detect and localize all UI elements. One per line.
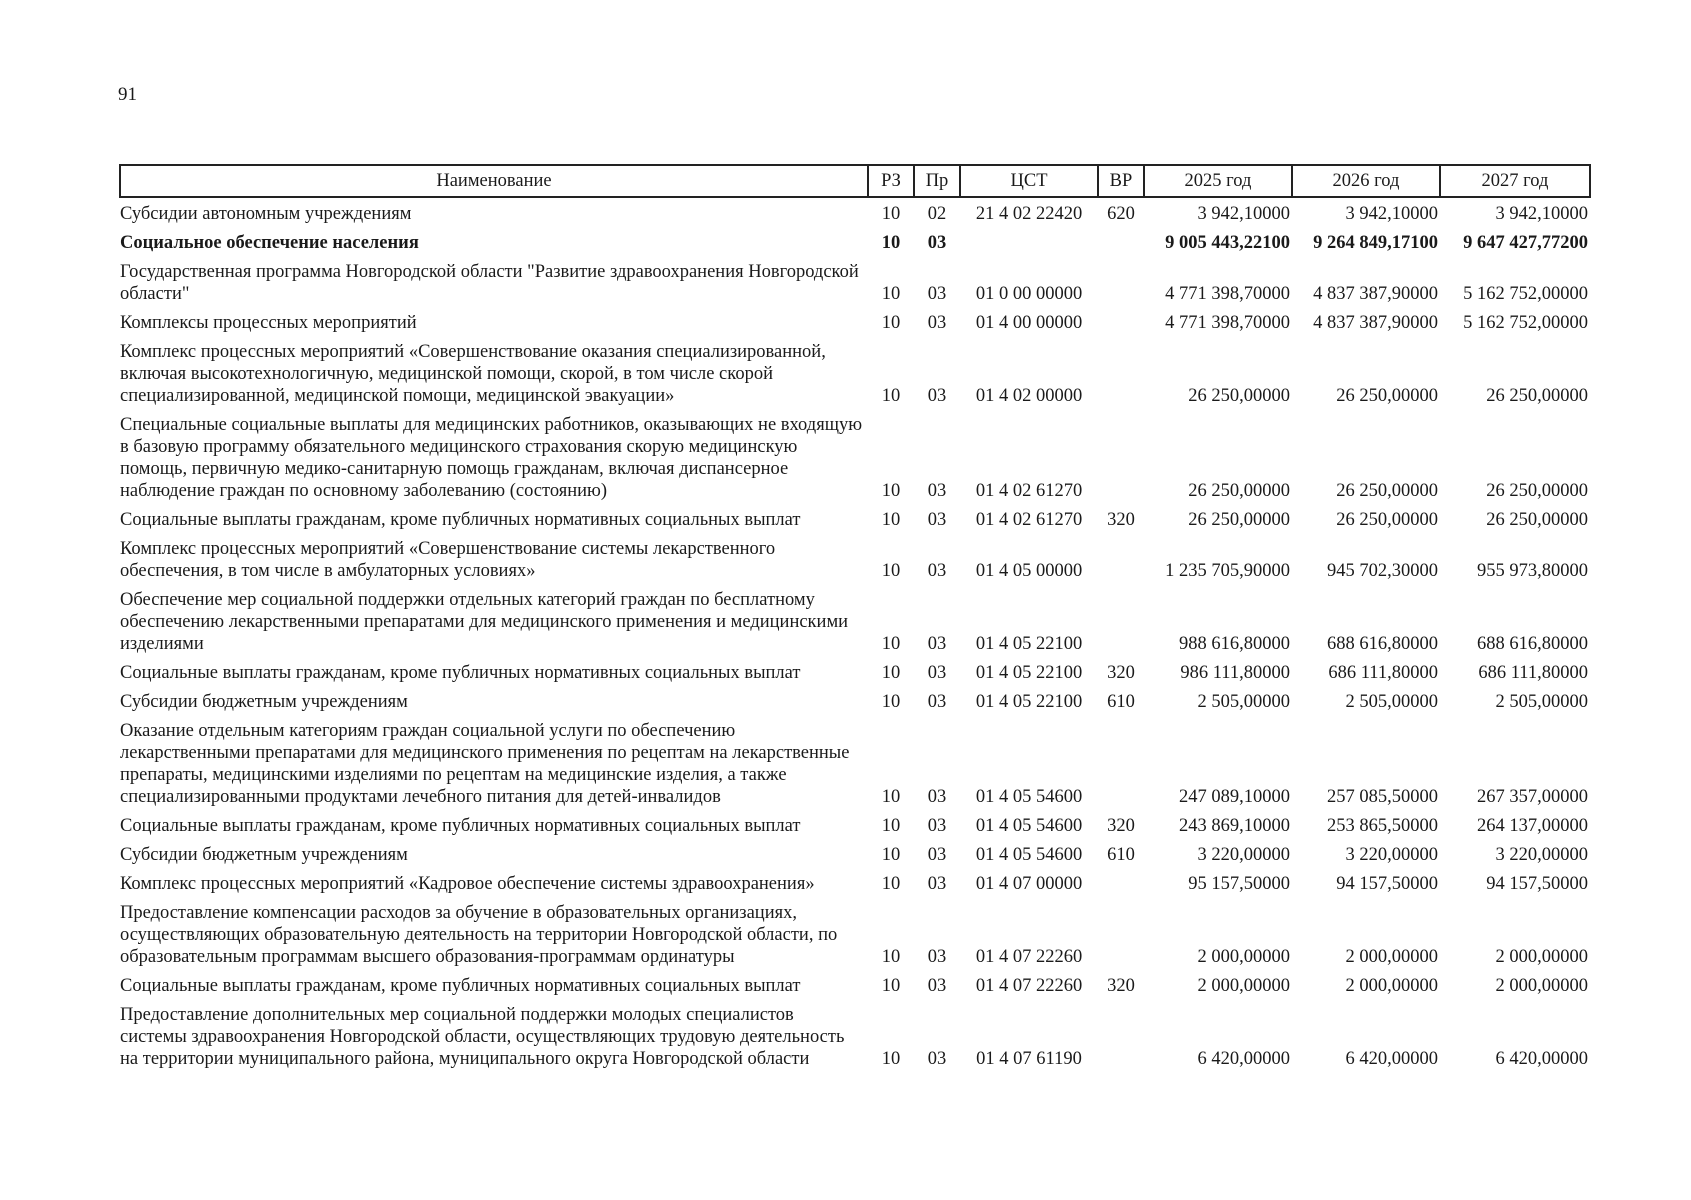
row-vr [1098, 535, 1144, 586]
row-name: Комплекс процессных мероприятий «Кадровое обеспечение системы здравоохранения» [120, 874, 815, 894]
row-value-2027: 3 942,10000 [1495, 204, 1588, 224]
row-name: Комплексы процессных мероприятий [120, 313, 417, 333]
header-name: Наименование [120, 165, 868, 197]
row-rz: 10 [881, 692, 901, 712]
row-rz: 10 [881, 787, 901, 807]
row-cst: 01 4 07 00000 [975, 874, 1083, 894]
row-cst: 01 4 02 00000 [975, 386, 1083, 406]
row-vr [1098, 338, 1144, 411]
header-2027: 2027 год [1440, 165, 1590, 197]
row-name: Оказание отдельным категориям граждан социальной услуги по обеспечению лекарственными препаратами для медицинского применения по рецептам на лекарственные препараты, медицинскими изделиями по рецептам на медицинские изделия, а также специализированными продуктами лечебного питания для детей-инвалидов [120, 721, 850, 807]
row-pr: 03 [927, 634, 947, 654]
header-2025: 2025 год [1144, 165, 1292, 197]
row-rz: 10 [881, 845, 901, 865]
row-value-2025: 247 089,10000 [1179, 787, 1290, 807]
table-row [120, 812, 1590, 841]
table-row [120, 309, 1590, 338]
row-value-2027: 686 111,80000 [1478, 663, 1588, 683]
budget-table [119, 164, 1591, 1074]
row-value-2025: 2 000,00000 [1197, 947, 1290, 967]
row-value-2026: 688 616,80000 [1327, 634, 1438, 654]
row-value-2027: 6 420,00000 [1495, 1049, 1588, 1069]
row-value-2026: 4 837 387,90000 [1313, 313, 1438, 333]
row-name: Социальные выплаты гражданам, кроме публичных нормативных социальных выплат [120, 976, 801, 996]
row-cst: 01 4 07 22260 [975, 947, 1083, 967]
row-vr [1098, 1001, 1144, 1074]
row-vr [1098, 870, 1144, 899]
row-vr [1098, 258, 1144, 309]
row-pr: 03 [927, 947, 947, 967]
row-value-2026: 257 085,50000 [1327, 787, 1438, 807]
row-vr [1098, 717, 1144, 812]
header-vr: ВР [1098, 165, 1144, 197]
row-value-2026: 2 000,00000 [1345, 976, 1438, 996]
row-name: Субсидии автономным учреждениям [120, 204, 412, 224]
row-value-2027: 94 157,50000 [1486, 874, 1588, 894]
row-pr: 03 [927, 284, 947, 304]
row-cst: 21 4 02 22420 [975, 204, 1083, 224]
header-2026: 2026 год [1292, 165, 1440, 197]
header-cst: ЦСТ [960, 165, 1098, 197]
row-pr: 03 [927, 561, 947, 581]
row-vr: 610 [1107, 692, 1135, 712]
row-value-2025: 3 942,10000 [1197, 204, 1290, 224]
table-row [120, 1001, 1590, 1074]
row-name: Комплекс процессных мероприятий «Совершенствование оказания специализированной, включая высокотехнологичную, медицинской помощи, скорой, в том числе скорой специализированной, медицинской помощи, медицинской эвакуации» [120, 342, 826, 406]
row-rz: 10 [881, 284, 901, 304]
row-name: Предоставление дополнительных мер социальной поддержки молодых специалистов системы здравоохранения Новгородской области, осуществляющих трудовую деятельность на территории муниципального района, муниципального округа Новгородской области [120, 1005, 845, 1069]
row-rz: 10 [881, 634, 901, 654]
row-rz: 10 [881, 947, 901, 967]
row-rz: 10 [881, 561, 901, 581]
row-name: Социальные выплаты гражданам, кроме публичных нормативных социальных выплат [120, 663, 801, 683]
row-value-2026: 26 250,00000 [1336, 386, 1438, 406]
row-pr: 02 [927, 204, 947, 224]
row-rz: 10 [881, 386, 901, 406]
row-value-2025: 26 250,00000 [1188, 386, 1290, 406]
page-number: 91 [118, 84, 137, 105]
row-pr: 03 [927, 787, 947, 807]
table-row [120, 197, 1590, 229]
row-cst [960, 229, 1098, 258]
row-value-2027: 26 250,00000 [1486, 386, 1588, 406]
row-name: Предоставление компенсации расходов за обучение в образовательных организациях, осуществляющих образовательную деятельность на территории Новгородской области, по образовательным программам высшего образования-программам ординатуры [120, 903, 838, 967]
row-vr: 610 [1107, 845, 1135, 865]
row-value-2025: 988 616,80000 [1179, 634, 1290, 654]
table-row [120, 506, 1590, 535]
row-pr: 03 [927, 510, 947, 530]
row-pr: 03 [927, 663, 947, 683]
row-vr [1098, 411, 1144, 506]
row-cst: 01 4 05 54600 [975, 787, 1083, 807]
row-pr: 03 [927, 386, 947, 406]
row-rz: 10 [881, 976, 901, 996]
row-vr: 320 [1107, 510, 1135, 530]
row-value-2026: 253 865,50000 [1327, 816, 1438, 836]
row-pr: 03 [927, 313, 947, 333]
table-row [120, 535, 1590, 586]
row-vr: 320 [1107, 816, 1135, 836]
row-value-2026: 26 250,00000 [1336, 481, 1438, 501]
row-cst: 01 4 00 00000 [975, 313, 1083, 333]
row-value-2026: 26 250,00000 [1336, 510, 1438, 530]
row-value-2025: 4 771 398,70000 [1165, 284, 1290, 304]
row-value-2027: 955 973,80000 [1477, 561, 1588, 581]
table-row [120, 229, 1590, 258]
row-pr: 03 [927, 874, 947, 894]
row-cst: 01 4 05 54600 [975, 845, 1083, 865]
table-row [120, 258, 1590, 309]
row-rz: 10 [881, 816, 901, 836]
row-value-2025: 1 235 705,90000 [1165, 561, 1290, 581]
row-pr: 03 [927, 816, 947, 836]
row-value-2025: 3 220,00000 [1197, 845, 1290, 865]
row-cst: 01 4 02 61270 [975, 481, 1083, 501]
row-value-2026: 4 837 387,90000 [1313, 284, 1438, 304]
row-value-2026: 2 000,00000 [1345, 947, 1438, 967]
row-value-2027: 5 162 752,00000 [1463, 284, 1588, 304]
table-row [120, 411, 1590, 506]
row-value-2025: 6 420,00000 [1197, 1049, 1290, 1069]
row-rz: 10 [881, 1049, 901, 1069]
row-value-2025: 26 250,00000 [1188, 481, 1290, 501]
row-vr: 320 [1107, 976, 1135, 996]
row-rz: 10 [881, 481, 901, 501]
row-value-2027: 26 250,00000 [1486, 510, 1588, 530]
row-cst: 01 4 07 22260 [975, 976, 1083, 996]
table-row [120, 659, 1590, 688]
header-pr: Пр [914, 165, 960, 197]
row-value-2025: 95 157,50000 [1188, 874, 1290, 894]
row-value-2027: 9 647 427,77200 [1463, 233, 1588, 253]
row-pr: 03 [927, 233, 947, 253]
row-value-2027: 688 616,80000 [1477, 634, 1588, 654]
row-name: Комплекс процессных мероприятий «Совершенствование системы лекарственного обеспечения, в том числе в амбулаторных условиях» [120, 539, 776, 581]
row-value-2027: 5 162 752,00000 [1463, 313, 1588, 333]
row-cst: 01 4 05 22100 [975, 692, 1083, 712]
row-pr: 03 [927, 481, 947, 501]
row-pr: 03 [927, 976, 947, 996]
table-row [120, 972, 1590, 1001]
table-row [120, 870, 1590, 899]
row-pr: 03 [927, 845, 947, 865]
table-row [120, 688, 1590, 717]
row-cst: 01 0 00 00000 [975, 284, 1083, 304]
row-value-2027: 267 357,00000 [1477, 787, 1588, 807]
row-vr: 620 [1107, 204, 1135, 224]
row-vr [1098, 899, 1144, 972]
table-header-row [120, 165, 1590, 197]
row-value-2027: 2 000,00000 [1495, 976, 1588, 996]
row-value-2025: 2 000,00000 [1197, 976, 1290, 996]
row-value-2027: 2 000,00000 [1495, 947, 1588, 967]
header-rz: РЗ [868, 165, 914, 197]
row-cst: 01 4 05 22100 [975, 634, 1083, 654]
row-value-2026: 2 505,00000 [1345, 692, 1438, 712]
row-cst: 01 4 05 00000 [975, 561, 1083, 581]
row-rz: 10 [881, 874, 901, 894]
row-pr: 03 [927, 692, 947, 712]
row-name: Специальные социальные выплаты для медицинских работников, оказывающих не входящую в базовую программу обязательного медицинского страхования скорую медицинскую помощь, первичную медико-санитарную помощь гражданам, включая диспансерное наблюдение граждан по основному заболеванию (состоянию) [120, 415, 863, 501]
row-value-2026: 3 942,10000 [1345, 204, 1438, 224]
row-rz: 10 [881, 663, 901, 683]
table-row [120, 899, 1590, 972]
row-value-2026: 94 157,50000 [1336, 874, 1438, 894]
table-row [120, 586, 1590, 659]
table-row [120, 717, 1590, 812]
row-value-2025: 4 771 398,70000 [1165, 313, 1290, 333]
row-value-2026: 686 111,80000 [1328, 663, 1438, 683]
row-name: Социальное обеспечение населения [120, 233, 419, 253]
row-rz: 10 [881, 510, 901, 530]
row-name: Социальные выплаты гражданам, кроме публичных нормативных социальных выплат [120, 816, 801, 836]
row-value-2025: 986 111,80000 [1180, 663, 1290, 683]
row-value-2026: 6 420,00000 [1345, 1049, 1438, 1069]
row-vr [1098, 586, 1144, 659]
row-value-2025: 26 250,00000 [1188, 510, 1290, 530]
row-value-2026: 3 220,00000 [1345, 845, 1438, 865]
row-rz: 10 [881, 313, 901, 333]
row-value-2026: 9 264 849,17100 [1313, 233, 1438, 253]
row-value-2026: 945 702,30000 [1327, 561, 1438, 581]
row-value-2027: 26 250,00000 [1486, 481, 1588, 501]
row-cst: 01 4 07 61190 [976, 1049, 1082, 1069]
row-pr: 03 [927, 1049, 947, 1069]
row-vr [1098, 229, 1144, 258]
row-value-2025: 243 869,10000 [1179, 816, 1290, 836]
table-body [120, 197, 1590, 1074]
row-value-2025: 2 505,00000 [1197, 692, 1290, 712]
row-value-2025: 9 005 443,22100 [1165, 233, 1290, 253]
row-vr: 320 [1107, 663, 1135, 683]
row-name: Субсидии бюджетным учреждениям [120, 692, 408, 712]
row-rz: 10 [881, 233, 901, 253]
row-rz: 10 [881, 204, 901, 224]
row-value-2027: 264 137,00000 [1477, 816, 1588, 836]
row-cst: 01 4 02 61270 [975, 510, 1083, 530]
row-name: Субсидии бюджетным учреждениям [120, 845, 408, 865]
row-vr [1098, 309, 1144, 338]
row-cst: 01 4 05 54600 [975, 816, 1083, 836]
row-name: Социальные выплаты гражданам, кроме публичных нормативных социальных выплат [120, 510, 801, 530]
row-name: Государственная программа Новгородской области "Развитие здравоохранения Новгородской области" [120, 262, 859, 304]
table-row [120, 841, 1590, 870]
row-value-2027: 3 220,00000 [1495, 845, 1588, 865]
table-row [120, 338, 1590, 411]
row-value-2027: 2 505,00000 [1495, 692, 1588, 712]
row-name: Обеспечение мер социальной поддержки отдельных категорий граждан по бесплатному обеспечению лекарственными препаратами для медицинского применения и медицинскими изделиями [120, 590, 849, 654]
row-cst: 01 4 05 22100 [975, 663, 1083, 683]
